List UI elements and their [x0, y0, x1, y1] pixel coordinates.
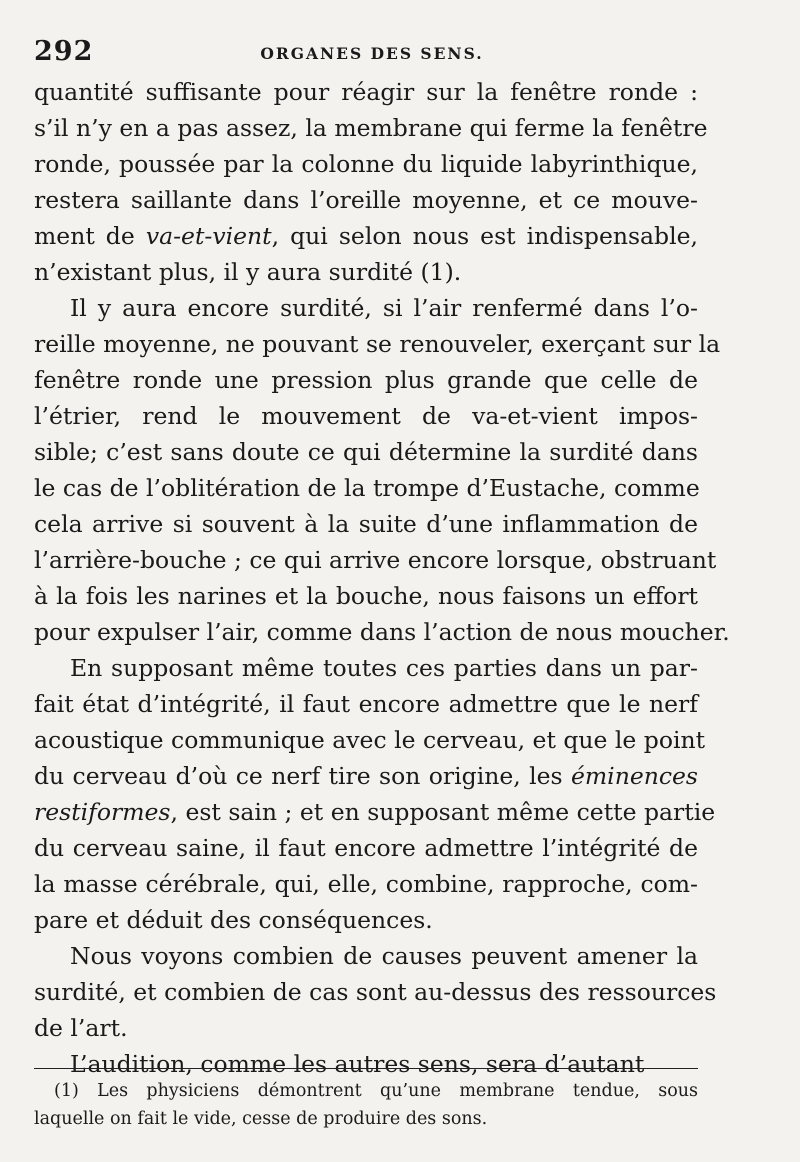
text-line: ronde, poussée par la colonne du liquide labyrinthique, [34, 150, 698, 178]
text-line: reille moyenne, ne pouvant se renouveler, exerçant sur la [34, 330, 721, 358]
paragraph [34, 290, 730, 650]
text-line: surdité, et combien de cas sont au-dessus des ressources [34, 978, 717, 1006]
text-line: fenêtre ronde une pression plus grande que celle de [34, 366, 698, 394]
page-header [34, 36, 710, 70]
text-line: ment de va-et-vient, qui selon nous est indispensable, [34, 222, 698, 250]
footnote-line: (1) Les physiciens démontrent qu’une membrane tendue, sous [54, 1081, 698, 1101]
text-line: le cas de l’oblitération de la trompe d’Eustache, comme [34, 474, 700, 502]
text-line: l’arrière-bouche ; ce qui arrive encore lorsque, obstruant [34, 546, 717, 574]
page-number: 292 [34, 36, 94, 67]
text-line: la masse cérébrale, qui, elle, combine, rapproche, com- [34, 870, 698, 898]
text-line: pare et déduit des conséquences. [34, 906, 433, 934]
text-line: restiformes, est sain ; et en supposant même cette partie [34, 798, 716, 826]
text-line: restera saillante dans l’oreille moyenne, et ce mouve- [34, 186, 698, 214]
text-line: de l’art. [34, 1014, 128, 1042]
text-line: à la fois les narines et la bouche, nous faisons un effort [34, 582, 698, 610]
footnote-divider [34, 1068, 698, 1069]
running-head: ORGANES DES SENS. [260, 44, 484, 63]
paragraph [34, 74, 708, 290]
text-line: Il y aura encore surdité, si l’air renfermé dans l’o- [70, 294, 698, 322]
text-line: acoustique communique avec le cerveau, et que le point [34, 726, 706, 754]
text-line: n’existant plus, il y aura surdité (1). [34, 258, 462, 286]
text-line: s’il n’y en a pas assez, la membrane qui ferme la fenêtre [34, 114, 708, 142]
text-line: l’étrier, rend le mouvement de va-et-vient impos- [34, 402, 698, 430]
text-line: du cerveau d’où ce nerf tire son origine, les éminences [34, 762, 698, 790]
text-line: L’audition, comme les autres sens, sera d’autant [70, 1050, 645, 1078]
text-line: pour expulser l’air, comme dans l’action de nous moucher. [34, 618, 730, 646]
italic-term: éminences [570, 762, 698, 790]
text-line: fait état d’intégrité, il faut encore admettre que le nerf [34, 690, 698, 718]
text-line: En supposant même toutes ces parties dans un par- [70, 654, 698, 682]
footnote-line: laquelle on fait le vide, cesse de produire des sons. [34, 1109, 488, 1129]
paragraph [34, 650, 716, 938]
text-line: sible; c’est sans doute ce qui détermine la surdité dans [34, 438, 698, 466]
italic-term: restiformes [34, 798, 171, 826]
italic-term: va-et-vient [145, 222, 272, 250]
footnote [34, 1077, 698, 1133]
body-text [34, 74, 730, 1082]
text-line: du cerveau saine, il faut encore admettre l’intégrité de [34, 834, 698, 862]
text-line: Nous voyons combien de causes peuvent amener la [70, 942, 698, 970]
text-line: cela arrive si souvent à la suite d’une inflammation de [34, 510, 698, 538]
paragraph [34, 938, 717, 1046]
text-line: quantité suffisante pour réagir sur la fenêtre ronde : [34, 78, 698, 106]
